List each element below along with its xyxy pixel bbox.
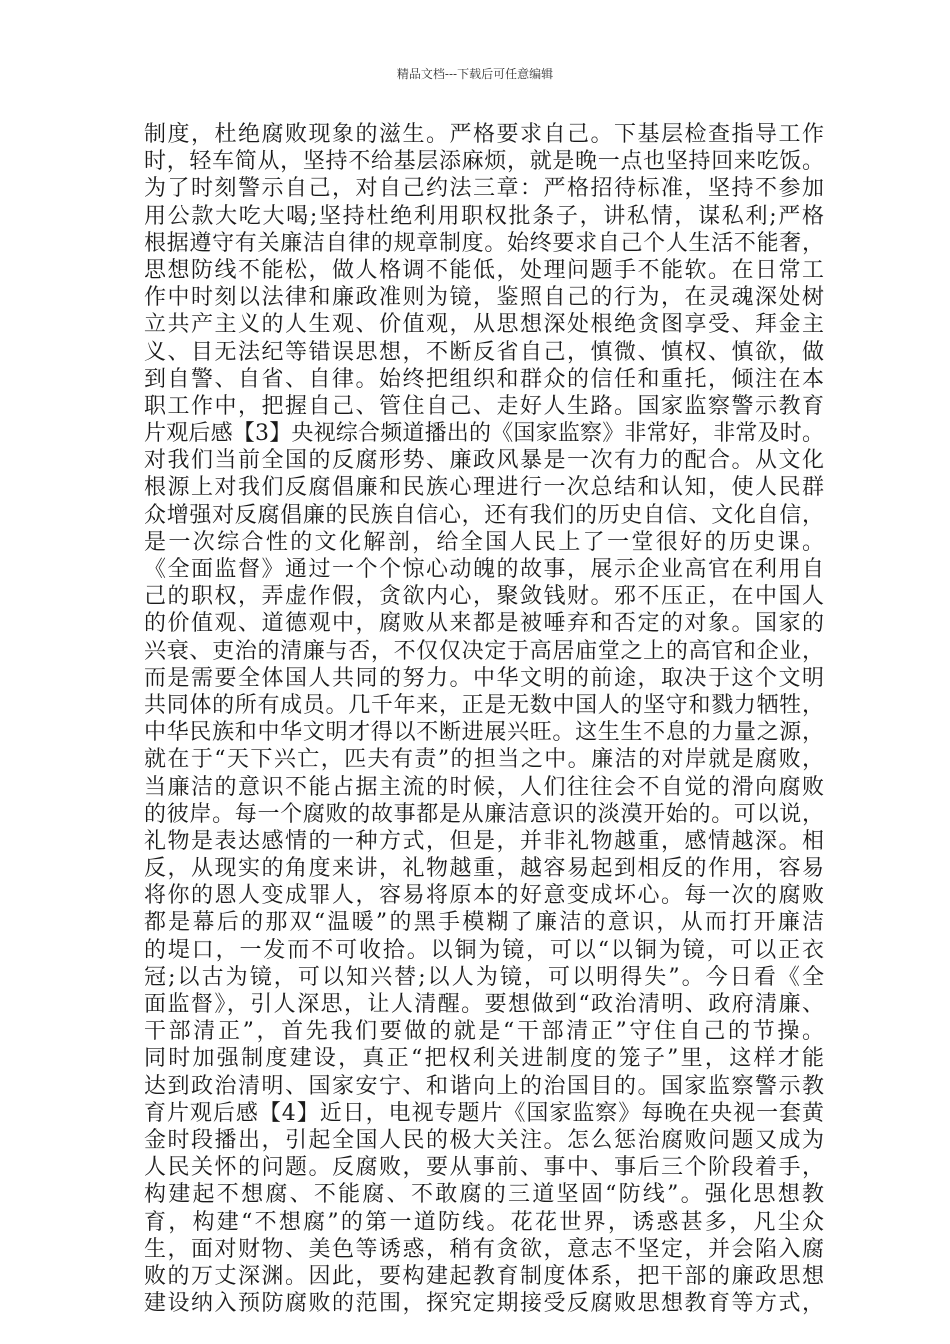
body-text-line: 共同体的所有成员。几千年来，正是无数中国人的坚守和戮力牺牲， xyxy=(144,692,824,718)
body-text-line: 是一次综合性的文化解剖，给全国人民上了一堂很好的历史课。 xyxy=(144,529,824,555)
body-text-line: 的价值观、道德观中，腐败从来都是被唾弃和否定的对象。国家的 xyxy=(144,611,824,637)
body-text-line: 同时加强制度建设，真正“把权利关进制度的笼子”里，这样才能 xyxy=(144,1046,824,1072)
body-text-line: 构建起不想腐、不能腐、不敢腐的三道坚固“防线”。强化思想教 xyxy=(144,1182,824,1208)
body-text-line: 为了时刻警示自己，对自己约法三章：严格招待标准，坚持不参加 xyxy=(144,176,824,202)
body-text-line: 义、目无法纪等错误思想，不断反省自己，慎微、慎权、慎欲，做 xyxy=(144,339,824,365)
body-text-line: 的彼岸。每一个腐败的故事都是从廉洁意识的淡漠开始的。可以说， xyxy=(144,801,824,827)
body-text-line: 败的万丈深渊。因此，要构建起教育制度体系，把干部的廉政思想 xyxy=(144,1263,824,1289)
body-text-line: 兴衰、吏治的清廉与否，不仅仅决定于高居庙堂之上的高官和企业， xyxy=(144,638,824,664)
body-text-line: 金时段播出，引起全国人民的极大关注。怎么惩治腐败问题又成为 xyxy=(144,1127,824,1153)
body-text-line: 用公款大吃大喝;坚持杜绝利用职权批条子，讲私情，谋私利;严格 xyxy=(144,203,824,229)
body-text-line: 建设纳入预防腐败的范围，探究定期接受反腐败思想教育等方式， xyxy=(144,1291,824,1317)
body-text-line: 人民关怀的问题。反腐败，要从事前、事中、事后三个阶段着手， xyxy=(144,1155,824,1181)
body-text-line: 对我们当前全国的反腐形势、廉政风暴是一次有力的配合。从文化 xyxy=(144,448,824,474)
body-text-line: 就在于“天下兴亡，匹夫有责”的担当之中。廉洁的对岸就是腐败， xyxy=(144,747,824,773)
body-text-line: 作中时刻以法律和廉政准则为镜，鉴照自己的行为，在灵魂深处树 xyxy=(144,285,824,311)
body-text-line: 干部清正”，首先我们要做的就是“干部清正”守住自己的节操。 xyxy=(144,1019,824,1045)
body-text-line: 礼物是表达感情的一种方式，但是，并非礼物越重，感情越深。相 xyxy=(144,828,824,854)
body-text-line: 《全面监督》通过一个个惊心动魄的故事，展示企业高官在利用自 xyxy=(144,557,824,582)
body-text-line: 的堤口，一发而不可收拾。以铜为镜，可以“以铜为镜，可以正衣 xyxy=(144,937,824,963)
document-body xyxy=(144,121,824,1317)
body-text-line: 根据遵守有关廉洁自律的规章制度。始终要求自己个人生活不能奢， xyxy=(144,230,824,256)
body-text-line: 冠;以古为镜，可以知兴替;以人为镜，可以明得失”。今日看《全 xyxy=(144,964,824,990)
body-text-line: 将你的恩人变成罪人，容易将原本的好意变成坏心。每一次的腐败 xyxy=(144,883,824,909)
body-text-line: 反，从现实的角度来讲，礼物越重，越容易起到相反的作用，容易 xyxy=(144,856,824,882)
body-text-line: 面监督》，引人深思，让人清醒。要想做到“政治清明、政府清廉、 xyxy=(144,992,824,1017)
body-text-line: 育片观后感【4】近日，电视专题片《国家监察》每晚在央视一套黄 xyxy=(144,1100,824,1126)
page-header: 精品文档---下载后可任意编辑 xyxy=(396,67,554,81)
body-text-line: 到自警、自省、自律。始终把组织和群众的信任和重托，倾注在本 xyxy=(144,366,824,392)
body-text-line: 思想防线不能松，做人格调不能低，处理问题手不能软。在日常工 xyxy=(144,257,824,283)
body-text-line: 而是需要全体国人共同的努力。中华文明的前途，取决于这个文明 xyxy=(144,665,824,691)
body-text-line: 都是幕后的那双“温暖”的黑手模糊了廉洁的意识，从而打开廉洁 xyxy=(144,910,824,936)
body-text-line: 中华民族和中华文明才得以不断进展兴旺。这生生不息的力量之源， xyxy=(144,720,824,746)
body-text-line: 片观后感【3】央视综合频道播出的《国家监察》非常好，非常及时。 xyxy=(144,421,824,447)
body-text-line: 达到政治清明、国家安宁、和谐向上的治国目的。国家监察警示教 xyxy=(144,1073,824,1099)
body-text-line: 众增强对反腐倡廉的民族自信心，还有我们的历史自信、文化自信， xyxy=(144,502,824,528)
body-text-line: 育，构建“不想腐”的第一道防线。花花世界，诱惑甚多，凡尘众 xyxy=(144,1209,824,1235)
body-text-line: 生，面对财物、美色等诱惑，稍有贪欲，意志不坚定，并会陷入腐 xyxy=(144,1236,824,1262)
body-text-line: 立共产主义的人生观、价值观，从思想深处根绝贪图享受、拜金主 xyxy=(144,312,824,338)
body-text-line: 根源上对我们反腐倡廉和民族心理进行一次总结和认知，使人民群 xyxy=(144,475,824,501)
body-text-line: 己的职权，弄虚作假，贪欲内心，聚敛钱财。邪不压正，在中国人 xyxy=(144,584,824,610)
body-text-line: 制度，杜绝腐败现象的滋生。严格要求自己。下基层检查指导工作 xyxy=(144,122,824,147)
body-text-line: 时，轻车简从，坚持不给基层添麻烦，就是晚一点也坚持回来吃饭。 xyxy=(144,149,824,175)
body-text-line: 当廉洁的意识不能占据主流的时候，人们往往会不自觉的滑向腐败 xyxy=(144,774,824,800)
body-text-line: 职工作中，把握自己、管住自己、走好人生路。国家监察警示教育 xyxy=(144,393,824,419)
